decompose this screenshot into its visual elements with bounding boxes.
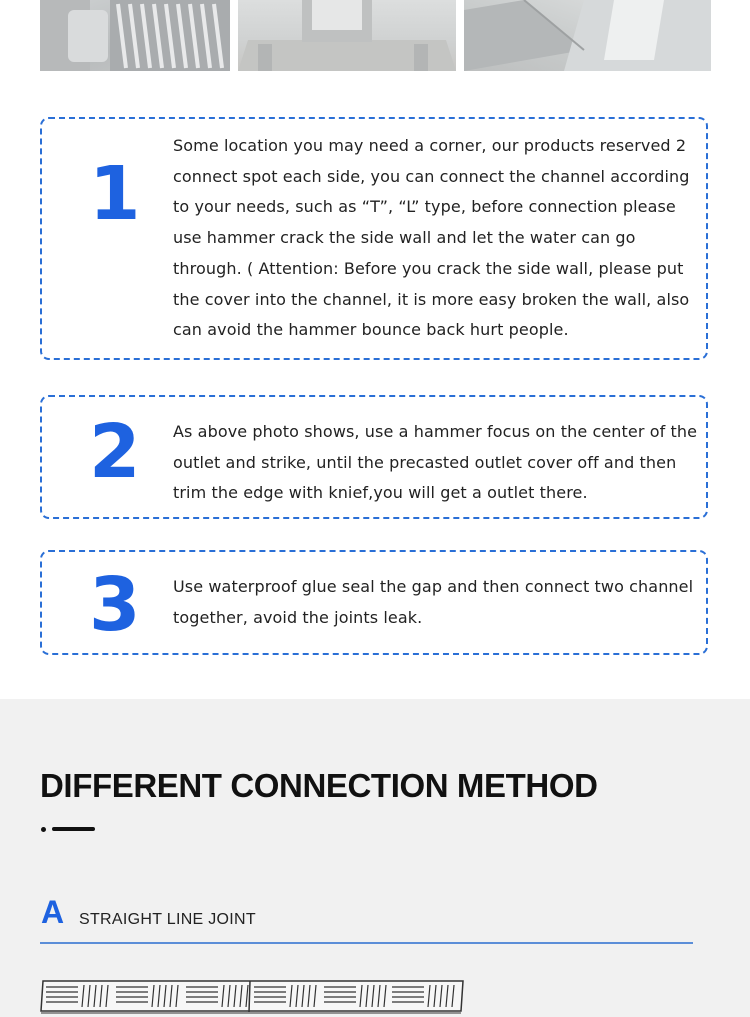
method-divider — [40, 942, 693, 944]
step-description: As above photo shows, use a hammer focus on the center of the outlet and strike, until the precasted outlet cover off and then trim the edge with knief,you will get a outlet there. — [173, 422, 698, 503]
connection-method-section — [0, 699, 750, 1017]
step-number: 2 — [89, 409, 141, 495]
step-description: Some location you may need a corner, our products reserved 2 connect spot each side, you can connect the channel according to your needs, such as “T”, “L” type, before connection please use hammer crack the side wall and let the water can go through. ( Attention: Before you crack the side wall, please put the cover into the channel, it is more easy broken the wall, also can avoid the hammer bounce back hurt people. — [173, 136, 690, 340]
step-number: 1 — [89, 151, 141, 237]
step-description: Use waterproof glue seal the gap and then connect two channel together, avoid the joints leak. — [173, 577, 694, 627]
step-box-2 — [40, 395, 708, 519]
step-box-1 — [40, 117, 708, 360]
heading-underline-bar — [52, 827, 95, 831]
method-letter: A — [41, 894, 65, 930]
heading-underline-dot — [41, 827, 46, 832]
photo-channel-end — [40, 0, 230, 71]
method-title: STRAIGHT LINE JOINT — [79, 911, 256, 928]
photo-outlet — [238, 0, 456, 71]
straight-joint-channel-illustration — [40, 979, 464, 1017]
step-number: 3 — [89, 562, 141, 648]
section-heading: DIFFERENT CONNECTION METHOD — [40, 767, 598, 804]
photo-side-wall — [464, 0, 711, 71]
step-box-3 — [40, 550, 708, 655]
product-photo-strip — [0, 0, 750, 72]
